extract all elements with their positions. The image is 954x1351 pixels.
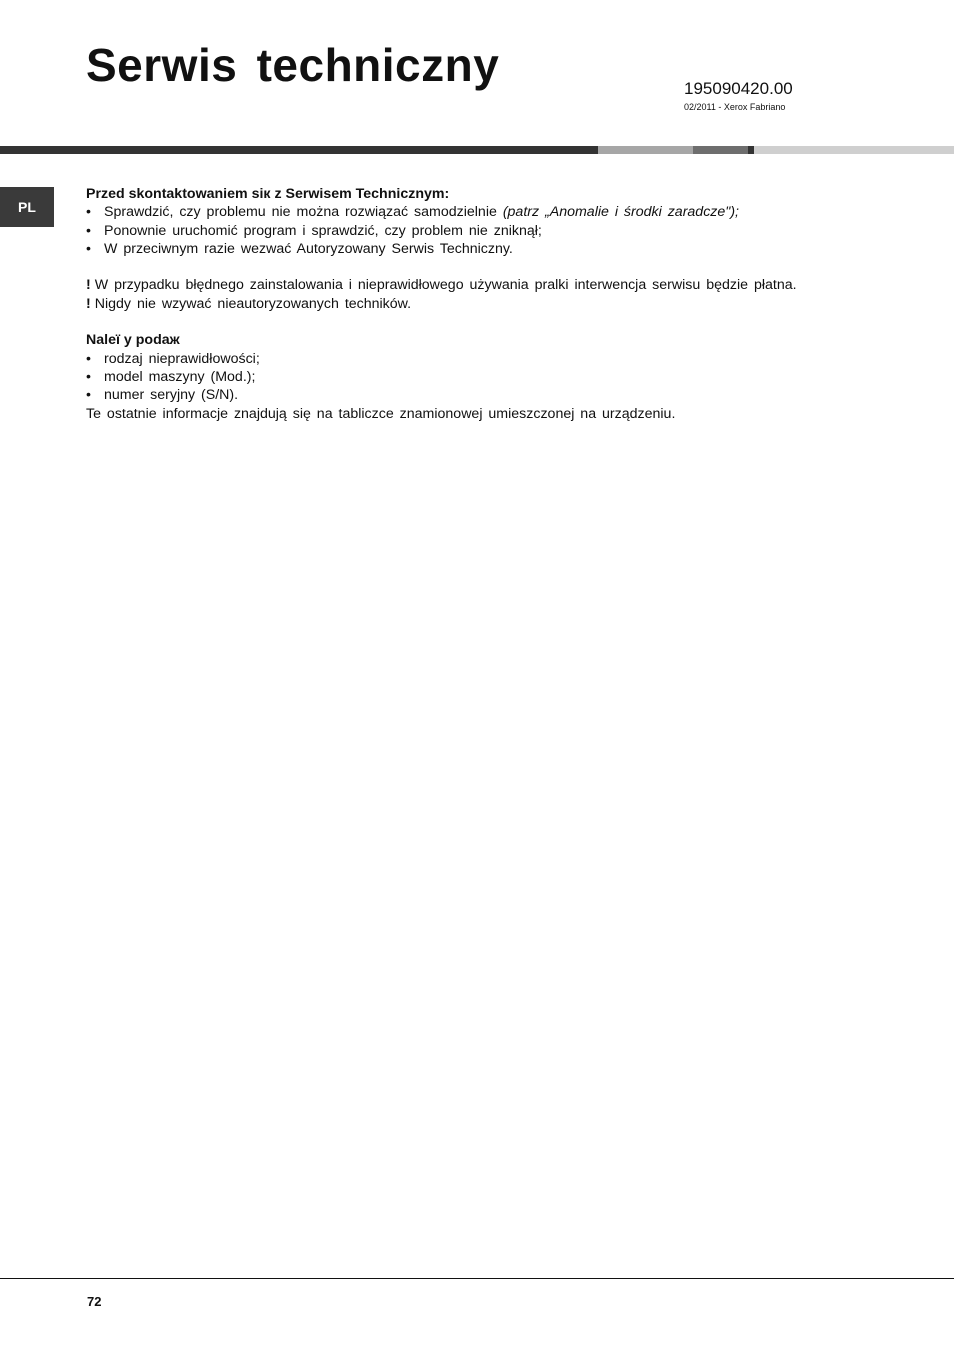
warning-text: W przypadku błędnego zainstalowania i nieprawidłowego używania pralki interwencja serwisu będzie płatna. <box>94 277 797 294</box>
header-bar-light <box>598 146 693 154</box>
exclamation-icon: ! <box>86 277 91 294</box>
list-item: • W przeciwnym razie wezwać Autoryzowany Serwis Techniczny. <box>86 240 866 258</box>
header-bar-pale <box>754 146 954 154</box>
header-bar-dark <box>0 146 598 154</box>
content <box>86 185 866 423</box>
list-item: • numer seryjny (S/N). <box>86 386 866 404</box>
closing-text: Te ostatnie informacje znajdują się na tabliczce znamionowej umieszczonej na urządzeniu. <box>86 405 676 422</box>
footer-divider <box>0 1278 954 1279</box>
section-heading-provide: Naleї y podaж <box>86 332 180 349</box>
exclamation-icon: ! <box>86 295 91 312</box>
header-bar-mid <box>693 146 748 154</box>
document-number: 195090420.00 <box>684 79 793 98</box>
warning-note <box>86 295 866 313</box>
list-item-text: Sprawdzić, czy problemu nie można rozwiązać samodzielnie <box>104 204 503 221</box>
section-heading-before-contact: Przed skontaktowaniem siк z Serwisem Technicznym: <box>86 186 450 202</box>
document-meta: 02/2011 - Xerox Fabriano <box>684 102 786 112</box>
page-number: 72 <box>87 1294 102 1309</box>
list-item: • model maszyny (Mod.); <box>86 368 866 386</box>
warning-text: Nigdy nie wzywać nieautoryzowanych techników. <box>94 295 412 312</box>
list-item-reference: (patrz „Anomalie i środki zaradcze"); <box>502 204 739 221</box>
warning-note <box>86 276 866 294</box>
page-title: Serwis techniczny <box>86 39 500 91</box>
language-tab: PL <box>0 187 54 227</box>
list-item: • Ponownie uruchomić program i sprawdzić, czy problem nie zniknął; <box>86 222 866 240</box>
list-item: • rodzaj nieprawidłowości; <box>86 350 866 368</box>
list-item <box>86 203 866 221</box>
